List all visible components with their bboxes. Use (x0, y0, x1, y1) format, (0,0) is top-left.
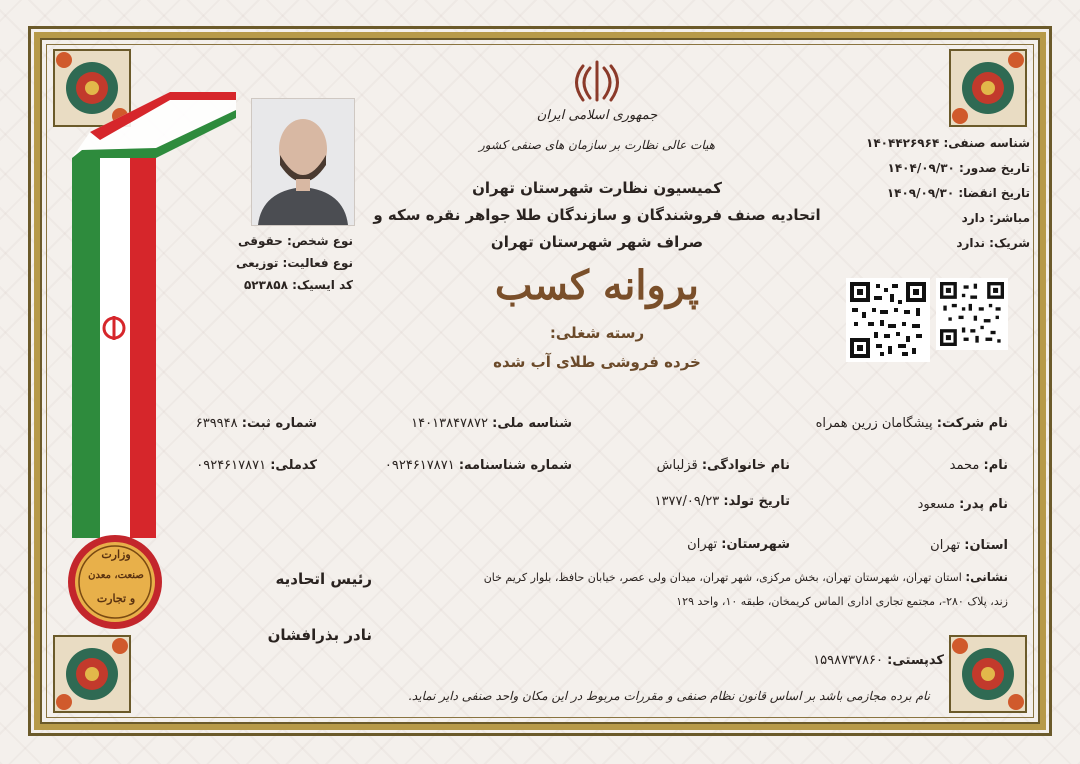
first-name-value: محمد (949, 458, 980, 473)
birth-date-value: ۱۳۷۷/۰۹/۲۳ (654, 494, 720, 509)
seal-text-line-1: وزارت (101, 548, 131, 561)
national-code-label: کدملی: (270, 458, 317, 473)
union-title-line2: صراف شهر شهرستان تهران (490, 233, 704, 251)
registration-value: ۶۳۹۹۴۸ (195, 416, 238, 431)
father-name-field (918, 497, 1008, 512)
national-id-field (411, 416, 572, 431)
province-field (930, 538, 1008, 553)
company-name-label: نام شرکت: (936, 416, 1008, 431)
postal-code-label: کدپستی: (887, 653, 944, 668)
ministry-seal-icon (64, 532, 166, 632)
corner-ornament-icon (50, 632, 134, 716)
national-id-value: ۱۴۰۱۳۸۴۷۸۷۲ (411, 416, 488, 431)
province-label: استان: (964, 538, 1008, 553)
qr-code-icon (936, 278, 1008, 350)
postal-code-value: ۱۵۹۸۷۳۷۸۶۰ (813, 653, 884, 668)
company-name-value: پیشگامان زرین همراه (815, 416, 933, 431)
union-title-line1: اتحادیه صنف فروشندگان و سازندگان طلا جواهر نقره سکه و (373, 206, 821, 224)
corner-ornament-icon (946, 632, 1030, 716)
isic-code: کد ایسیک: ۵۲۳۸۵۸ (243, 278, 353, 292)
signature-role: رئیس اتحادیه (275, 570, 372, 588)
address-line-1 (484, 570, 1008, 584)
direct-status: مباشر: دارد (961, 211, 1030, 225)
republic-title: جمهوری اسلامی ایران (536, 108, 658, 123)
national-id-label: شناسه ملی: (492, 416, 572, 431)
partner-status: شریک: ندارد (956, 236, 1030, 250)
birth-date-label: تاریخ تولد: (723, 494, 790, 509)
first-name-label: نام: (983, 458, 1008, 473)
trade-value: خرده فروشی طلای آب شده (493, 353, 701, 371)
national-code-value: ۰۹۲۴۶۱۷۸۷۱ (196, 458, 267, 473)
certificate-title: پروانه کسب (494, 262, 700, 309)
id-number-label: شماره شناسنامه: (458, 458, 572, 473)
last-name-label: نام خانوادگی: (701, 458, 790, 473)
iran-flag-ribbon (60, 88, 250, 548)
id-number-field (385, 458, 572, 473)
commission-title: کمیسیون نظارت شهرستان تهران (472, 179, 722, 197)
county-label: شهرستان: (721, 537, 790, 552)
holder-photo (251, 98, 355, 226)
board-title: هیات عالی نظارت بر سازمان های صنفی کشور (478, 138, 716, 152)
county-value: تهران (687, 537, 718, 552)
expiry-date: تاریخ انقضا: ۱۴۰۹/۰۹/۳۰ (886, 186, 1030, 200)
corner-ornament-icon (946, 46, 1030, 130)
seal-text-line-3: و تجارت (96, 592, 136, 605)
county-field (687, 537, 790, 552)
activity-type: نوع فعالیت: توزیعی (236, 256, 353, 270)
father-name-value: مسعود (917, 497, 955, 512)
address-label: نشانی: (965, 570, 1008, 584)
registration-label: شماره ثبت: (241, 416, 317, 431)
company-name-field (816, 416, 1008, 431)
iran-emblem-icon (570, 58, 624, 106)
province-value: تهران (930, 538, 961, 553)
seal-text-line-2: صنعت، معدن (88, 570, 144, 581)
first-name-field (950, 458, 1008, 473)
guild-id: شناسه صنفی: ۱۴۰۴۴۲۶۹۶۴ (866, 136, 1030, 150)
trade-label: رسته شغلی: (549, 324, 645, 342)
last-name-field (657, 458, 790, 473)
signature-name: نادر بذرافشان (267, 626, 372, 644)
national-code-field (196, 458, 317, 473)
issue-date: تاریخ صدور: ۱۴۰۴/۰۹/۳۰ (887, 161, 1030, 175)
last-name-value: قزلباش (656, 458, 698, 473)
person-type: نوع شخص: حقوقی (237, 234, 353, 248)
postal-code-field (813, 653, 944, 668)
registration-field (196, 416, 317, 431)
address-value-line1: استان تهران، شهرستان تهران، بخش مرکزی، شهر تهران، میدان ولی عصر، خیابان حافظ، بلوار کریم خان (483, 571, 962, 584)
father-name-label: نام پدر: (959, 497, 1008, 512)
birth-date-field (655, 494, 790, 509)
qr-code-icon (846, 278, 930, 362)
footer-note: نام برده مجازمی باشد بر اساس قانون نظام صنفی و مقررات مربوط در این مکان واحد صنفی دایر نماید. (408, 689, 930, 703)
person-silhouette-icon (252, 99, 354, 225)
address-line-2: زند، پلاک ۲۸۰-، مجتمع تجاری اداری الماس کریمخان، طبقه ۱۰، واحد ۱۲۹ (676, 595, 1008, 608)
id-number-value: ۰۹۲۴۶۱۷۸۷۱ (384, 458, 455, 473)
